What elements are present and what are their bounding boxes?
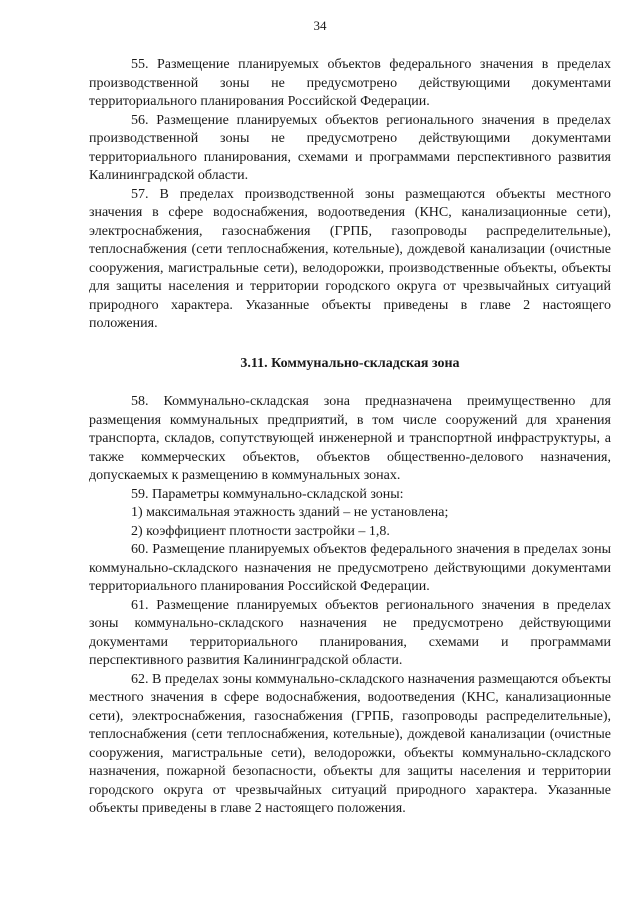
parameter-item: 1) максимальная этажность зданий – не установлена;: [131, 505, 449, 520]
section-heading: 3.11. Коммунально-складская зона: [240, 355, 460, 371]
document-body: [89, 56, 611, 819]
paragraph-57: 57. В пределах производственной зоны размещаются объекты местного значения в сфере водоснабжения, водоотведения (КНС, канализационные сети), электроснабжения, газоснабжения (ГРПБ, газопроводы распределительные), теплоснабжения (сети теплоснабжения, котельные), дождевой канализации (очистные сооружения, магистральные сети), велодорожки, производственные объекты, объекты для защиты населения и территории городского округа от чрезвычайных ситуаций природного характера. Указанные объекты приведены в главе 2 настоящего положения.: [89, 186, 611, 331]
paragraph-59: 59. Параметры коммунально-складской зоны:: [131, 486, 404, 502]
paragraph-55: 55. Размещение планируемых объектов федерального значения в пределах производственной зоны не предусмотрено действующими документами территориального планирования Российской Федерации.: [89, 57, 611, 109]
paragraph-58: 58. Коммунально-складская зона предназначена преимущественно для размещения коммунальных предприятий, в том числе сооружений для хранения транспорта, складов, сопутствующей инженерной и транспортной инфраструктуры, а также коммерческих объектов, объектов общественно-делового назначения, допускаемых к размещению в коммунальных зонах.: [89, 394, 611, 483]
page-number: 34: [313, 18, 327, 33]
paragraph-61: 61. Размещение планируемых объектов регионального значения в пределах зоны коммунально-складского назначения не предусмотрено действующими документами территориального планирования, схемами и программами перспективного развития Калининградской области.: [89, 597, 611, 668]
paragraph-60: 60. Размещение планируемых объектов федерального значения в пределах зоны коммунально-складского назначения не предусмотрено действующими документами территориального планирования Российской Федерации.: [89, 542, 611, 594]
paragraph-56: 56. Размещение планируемых объектов регионального значения в пределах производственной зоны не предусмотрено действующими документами территориального планирования, схемами и программами перспективного развития Калининградской области.: [89, 112, 611, 183]
parameter-item: 2) коэффициент плотности застройки – 1,8.: [131, 523, 390, 539]
paragraph-62: 62. В пределах зоны коммунально-складского назначения размещаются объекты местного значения в сфере водоснабжения, водоотведения (КНС, канализационные сети), электроснабжения, газоснабжения (ГРПБ, газопроводы распределительные), теплоснабжения (сети теплоснабжения, котельные), дождевой канализации (очистные сооружения, магистральные сети), велодорожки, объекты коммунально-складского назначения, пожарной безопасности, объекты для защиты населения и территории городского округа от чрезвычайных ситуаций природного характера. Указанные объекты приведены в главе 2 настоящего положения.: [89, 671, 611, 816]
